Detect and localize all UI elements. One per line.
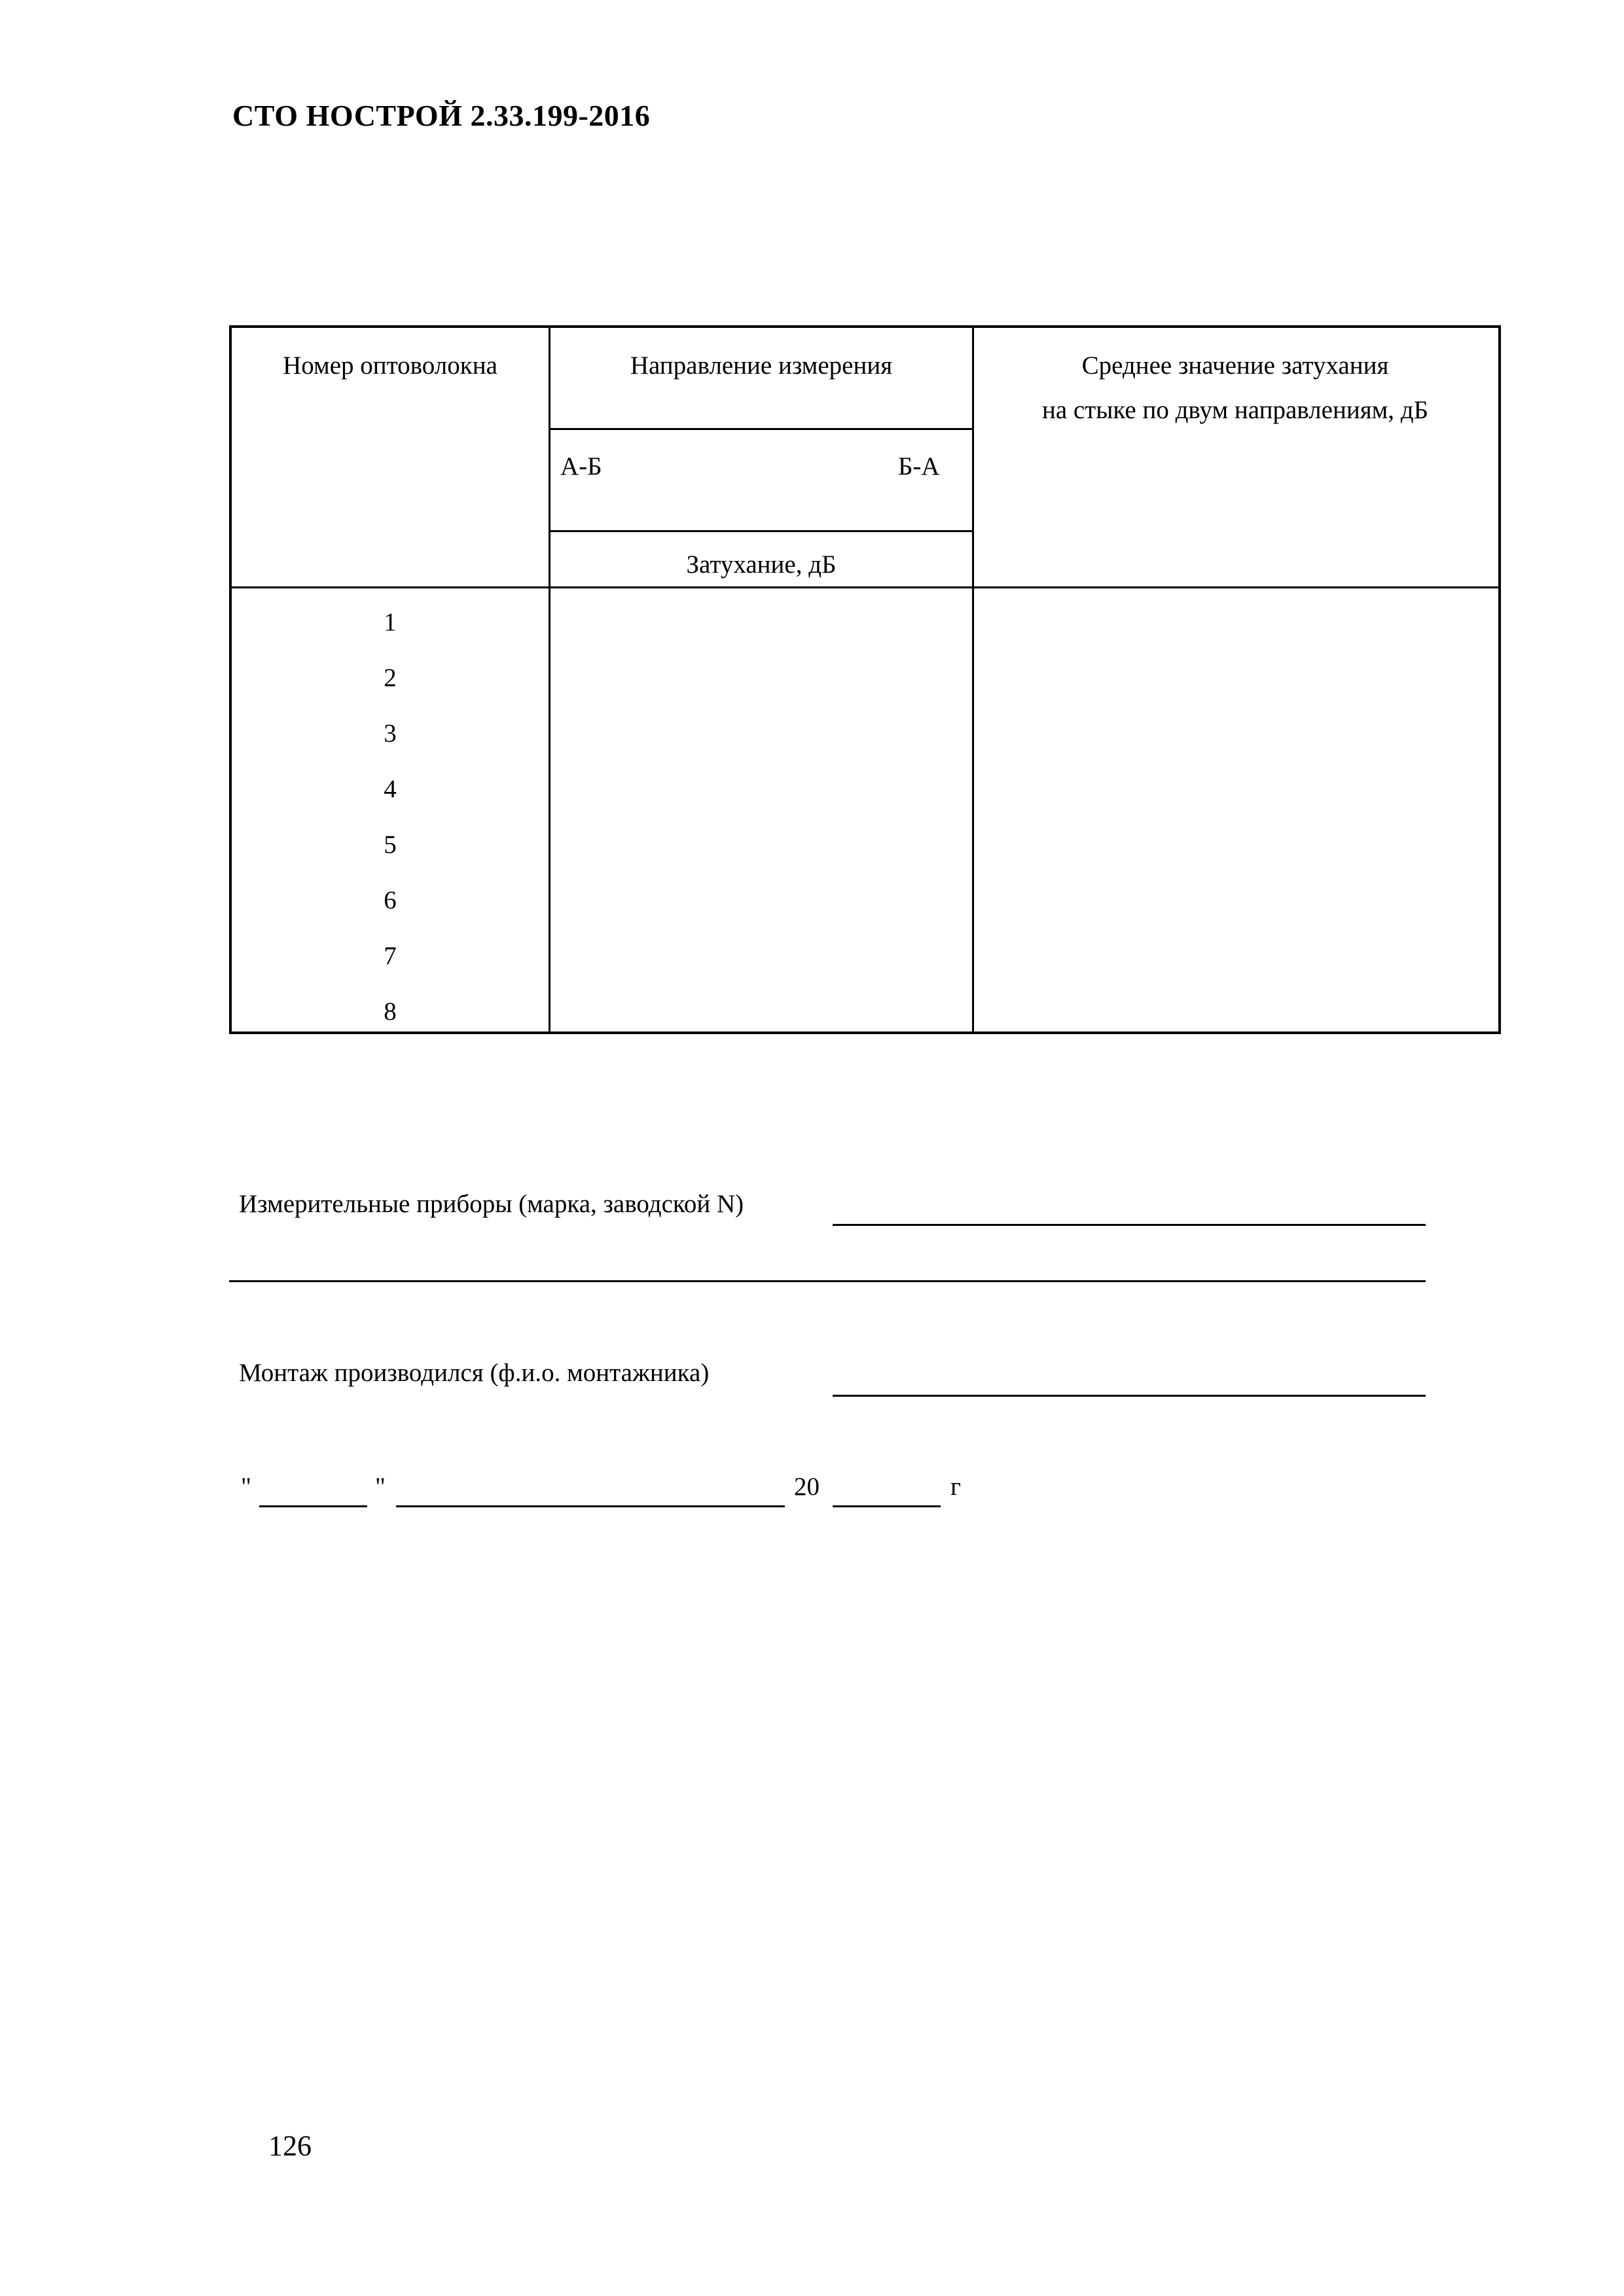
header-dir-ab: А-Б xyxy=(560,452,602,480)
header-dir-ba: Б-А xyxy=(898,452,940,480)
row-number: 6 xyxy=(384,886,397,914)
instruments-field-continuation[interactable] xyxy=(229,1280,1426,1282)
page-number: 126 xyxy=(268,2130,312,2162)
table-divider-col2 xyxy=(972,328,974,1031)
header-fiber-number: Номер оптоволокна xyxy=(283,351,497,380)
row-number: 1 xyxy=(384,608,397,636)
installer-field[interactable] xyxy=(833,1395,1426,1397)
date-quote-close: " xyxy=(375,1473,386,1501)
row-number: 5 xyxy=(384,831,397,859)
attenuation-table xyxy=(229,325,1501,1034)
row-number: 2 xyxy=(384,664,397,692)
row-number: 3 xyxy=(384,719,397,747)
date-month-field[interactable] xyxy=(396,1505,785,1507)
installer-label: Монтаж производился (ф.и.о. монтажника) xyxy=(239,1359,710,1387)
header-average-line1: Среднее значение затухания xyxy=(1081,351,1389,380)
row-number: 8 xyxy=(384,997,397,1026)
header-attenuation: Затухание, дБ xyxy=(686,550,837,579)
date-year-suffix: г xyxy=(950,1473,961,1501)
document-header: СТО НОСТРОЙ 2.33.199-2016 xyxy=(232,99,651,132)
date-year-field[interactable] xyxy=(833,1505,941,1507)
table-header-bottom xyxy=(232,586,1498,588)
date-quote-open: " xyxy=(241,1473,251,1501)
row-number: 4 xyxy=(384,775,397,803)
row-number: 7 xyxy=(384,942,397,970)
header-average-line2: на стыке по двум направлениям, дБ xyxy=(1041,396,1429,424)
instruments-label: Измерительные приборы (марка, заводской N) xyxy=(239,1190,744,1218)
date-year-prefix: 20 xyxy=(794,1473,820,1501)
table-divider-direction-sub1 xyxy=(549,428,974,430)
date-day-field[interactable] xyxy=(259,1505,367,1507)
instruments-field[interactable] xyxy=(833,1224,1426,1226)
header-direction: Направление измерения xyxy=(630,351,893,380)
table-divider-direction-sub2 xyxy=(549,530,974,532)
table-divider-col1 xyxy=(549,328,550,1031)
